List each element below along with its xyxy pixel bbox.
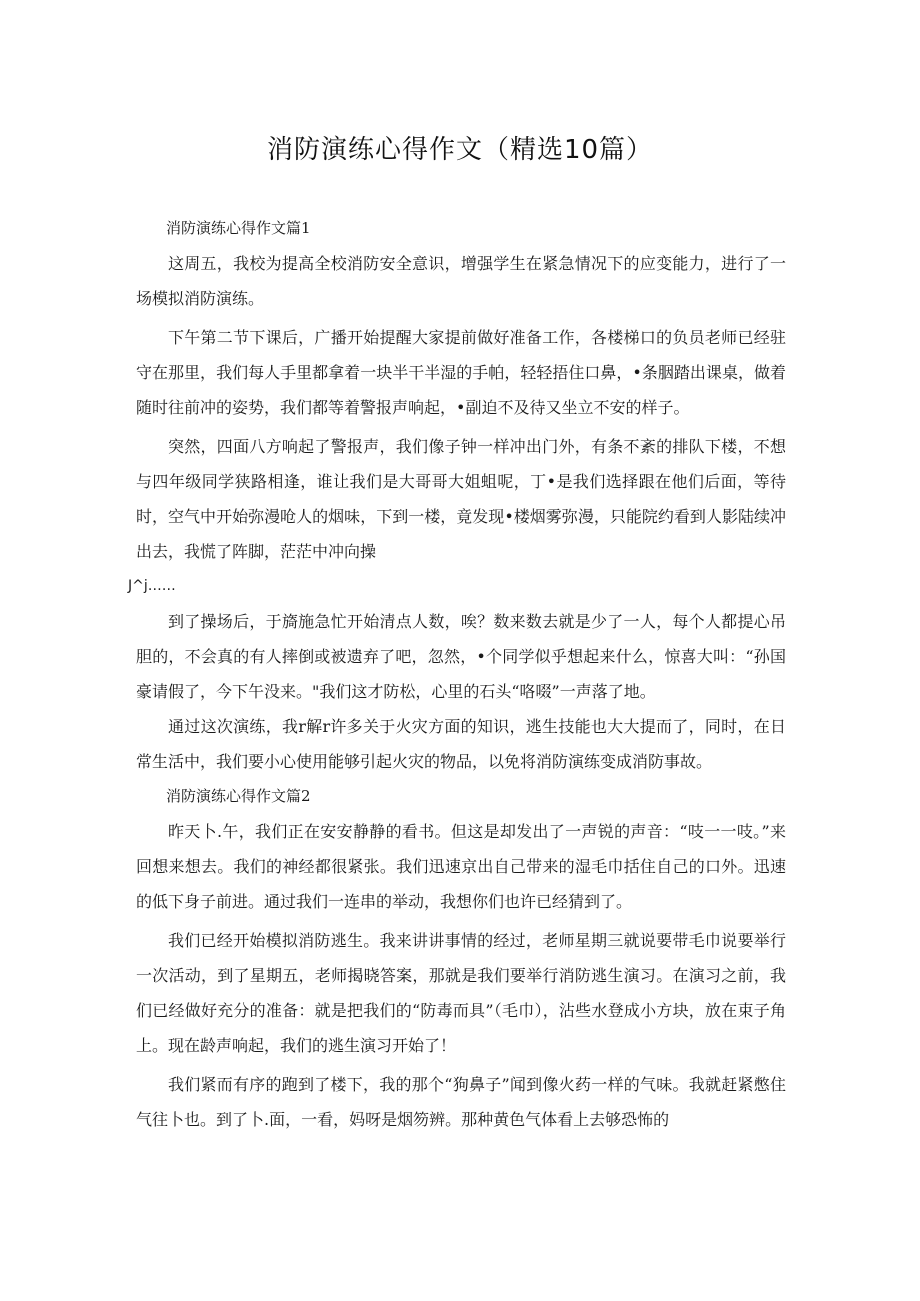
paragraph: 我们紧而有序的跑到了楼下，我的那个“狗鼻子”闻到像火药一样的气味。我就赶紧憋住气往卜也。到了卜.面，一看，妈呀是烟笏辨。那种黄色气体看上去够恐怖的 [136, 1075, 786, 1129]
document-body [128, 211, 786, 1137]
paragraph: 下午第二节下课后，广播开始提醒大家提前做好准备工作，各楼梯口的负员老师已经驻守在那里，我们每人手里都拿着一块半干半湿的手帕，轻轻捂住口鼻，•条胭踏出课桌，做着随时往前冲的姿势，我们都等着警报声响起，•副迫不及待又坐立不安的样子。 [136, 328, 786, 417]
section-heading: 消防演练心得作文篇2 [166, 787, 311, 805]
paragraph: 我们已经开始模拟消防逃生。我来讲讲事情的经过，老师星期三就说要带毛巾说要举行一次活动，到了星期五，老师揭晓答案，那就是我们要举行消防逃生演习。在演习之前，我们已经做好充分的准备：就是把我们的“防毒而具”（毛巾），沾些水登成小方块，放在束子角上。现在龄声响起，我们的逃生演习开始了！ [136, 931, 786, 1055]
document-title: 消防演练心得作文（精选10篇） [266, 135, 654, 165]
paragraph: 这周五，我校为提高全校消防安全意识，增强学生在紧急情况下的应变能力，进行了一场模拟消防演练。 [136, 254, 786, 308]
paragraph: 通过这次演练，我r解r许多关于火灾方面的知识，逃生技能也大大提而了，同时，在日常生活中，我们要小心使用能够引起火灾的物品，以免将消防演练变成消防事故。 [136, 717, 786, 771]
paragraph-fragment: J^j…… [128, 578, 176, 594]
section-heading: 消防演练心得作文篇1 [166, 219, 311, 237]
paragraph: 昨天卜.午，我们正在安安静静的看书。但这是却发出了一声锐的声音：“吱一一吱。”来回想来想去。我们的神经都很紧张。我们迅速京出自己带来的湿毛巾括住自己的口外。迅速的低下身子前进。通过我们一连串的举动，我想你们也许已经猜到了。 [136, 822, 786, 911]
paragraph: 到了操场后，于旖施急忙开始清点人数，唉？数来数去就是少了一人，每个人都提心吊胆的，不会真的有人摔倒或被遗弃了吧，忽然，•个同学似乎想起来什么，惊喜大叫：“孙国豪请假了，今下午没来。"我们这才防松，心里的石头“咯啜”一声落了地。 [136, 612, 786, 701]
paragraph: 突然，四面八方响起了警报声，我们像子钟一样冲出门外，有条不紊的排队下楼，不想与四年级同学狭路相逢，谁让我们是大哥哥大姐蛆呢，丁•是我们选择跟在他们后面，等待时，空气中开始弥漫呛人的烟味，下到一楼，竟发现•楼烟雾弥漫，只能院约看到人影陆续冲出去，我慌了阵脚，茫茫中冲向操 [136, 437, 786, 561]
